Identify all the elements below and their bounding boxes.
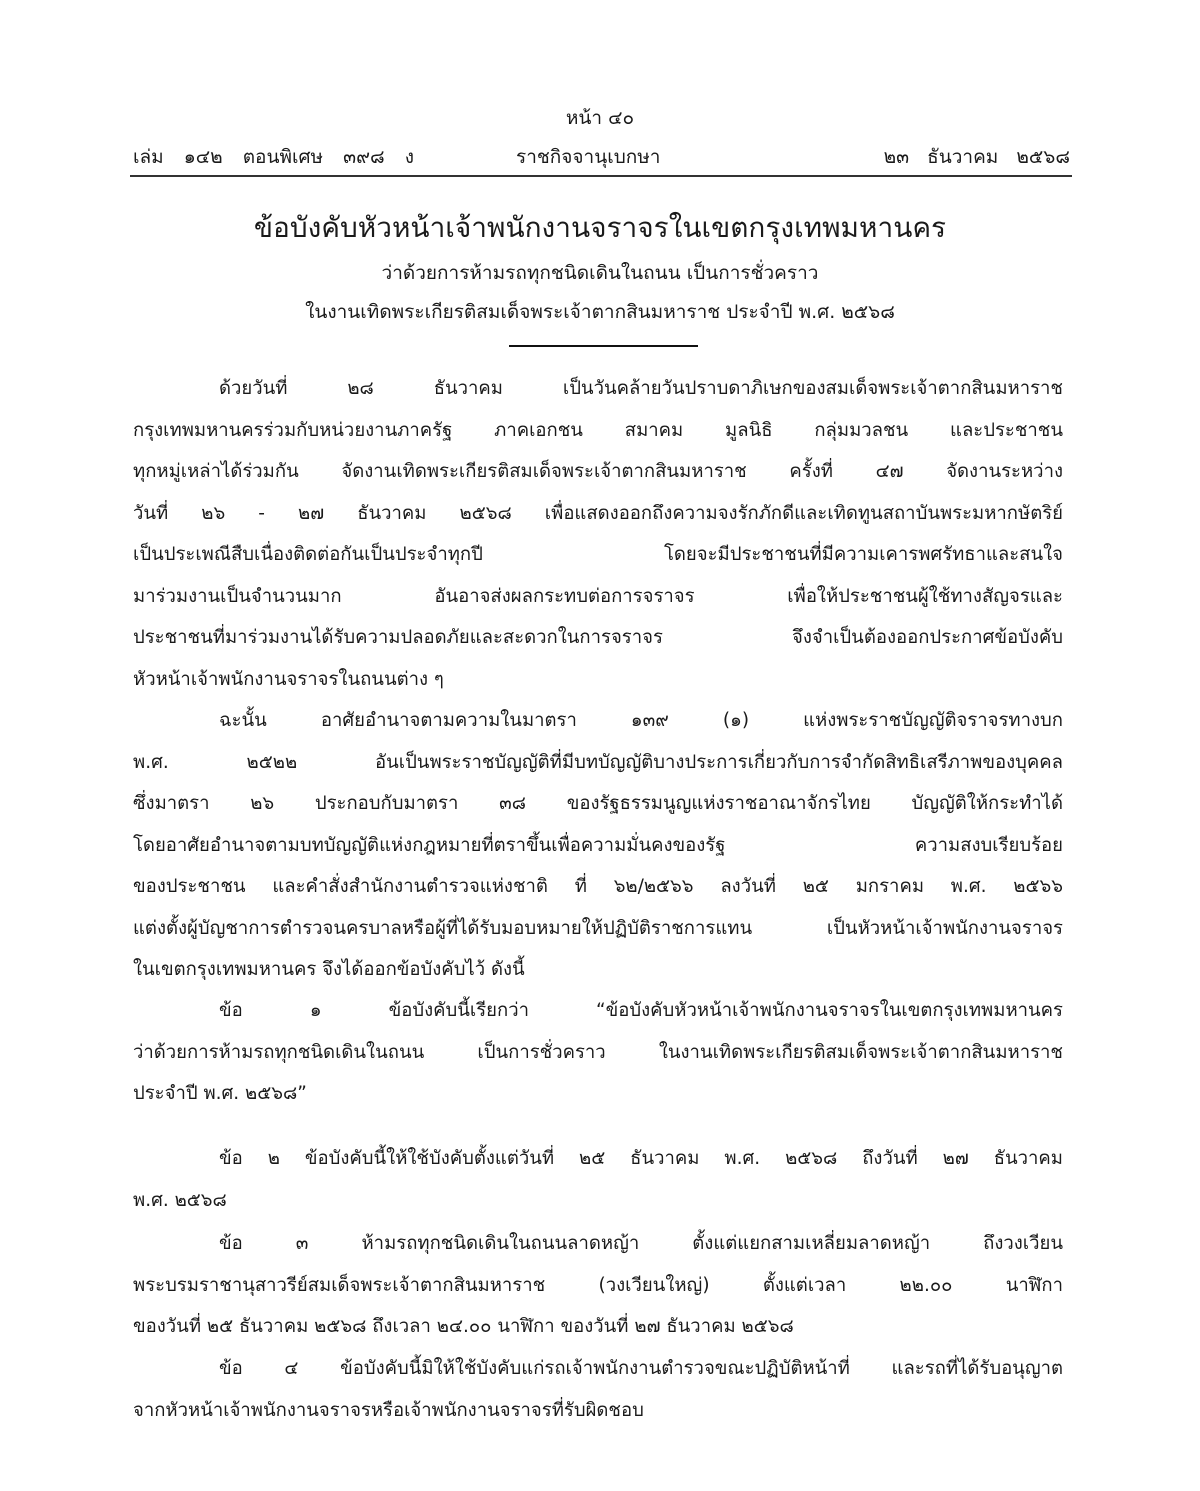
text-line: ว่าด้วยการห้ามรถทุกชนิดเดินในถนน เป็นการชั่วคราว ในงานเทิดพระเกียรติสมเด็จพระเจ้าตากสินมหาราช [133, 1041, 1063, 1063]
text-line: แต่งตั้งผู้บัญชาการตำรวจนครบาลหรือผู้ที่ได้รับมอบหมายให้ปฏิบัติราชการแทน เป็นหัวหน้าเจ้าพนักงานจราจร [133, 917, 1063, 939]
page-number: หน้า ๔๐ [565, 107, 635, 129]
text-line: ข้อ ๓ ห้ามรถทุกชนิดเดินในถนนลาดหญ้า ตั้งแต่แยกสามเหลี่ยมลาดหญ้า ถึงวงเวียน [219, 1233, 1063, 1254]
text-line: ข้อ ๔ ข้อบังคับนี้มิให้ใช้บังคับแก่รถเจ้าพนักงานตำรวจขณะปฏิบัติหน้าที่ และรถที่ได้รับอนุญาต [219, 1358, 1063, 1379]
title-divider [509, 345, 698, 347]
clause-3 [133, 1223, 1063, 1348]
text-line: ข้อ ๑ ข้อบังคับนี้เรียกว่า “ข้อบังคับหัวหน้าเจ้าพนักงานจราจรในเขตกรุงเทพมหานคร [219, 1000, 1063, 1021]
publication-date: ๒๓ ธันวาคม ๒๕๖๘ [883, 146, 1070, 168]
text-line: ในเขตกรุงเทพมหานคร จึงได้ออกข้อบังคับไว้ ดังนี้ [133, 959, 525, 980]
clause-4 [133, 1348, 1063, 1431]
text-line: ประจำปี พ.ศ. ๒๕๖๘” [133, 1083, 307, 1104]
text-line: ซึ่งมาตรา ๒๖ ประกอบกับมาตรา ๓๘ ของรัฐธรรมนูญแห่งราชอาณาจักรไทย บัญญัติให้กระทำได้ [133, 793, 1063, 814]
text-line: เป็นประเพณีสืบเนื่องติดต่อกันเป็นประจำทุกปี โดยจะมีประชาชนที่มีความเคารพศรัทธาและสนใจ [133, 544, 1063, 565]
text-line: ฉะนั้น อาศัยอำนาจตามความในมาตรา ๑๓๙ (๑) แห่งพระราชบัญญัติจราจรทางบก [219, 710, 1063, 731]
text-line: หัวหน้าเจ้าพนักงานจราจรในถนนต่าง ๆ [133, 668, 444, 690]
document-title: ข้อบังคับหัวหน้าเจ้าพนักงานจราจรในเขตกรุงเทพมหานคร [253, 211, 947, 244]
text-line: จากหัวหน้าเจ้าพนักงานจราจรหรือเจ้าพนักงานจราจรที่รับผิดชอบ [133, 1399, 644, 1421]
paragraph-preamble [133, 368, 1063, 700]
clause-2 [133, 1138, 1063, 1221]
text-line: ทุกหมู่เหล่าได้ร่วมกัน จัดงานเทิดพระเกียรติสมเด็จพระเจ้าตากสินมหาราช ครั้งที่ ๔๗ จัดงานระหว่าง [133, 461, 1063, 482]
header-rule [130, 175, 1072, 177]
volume-issue: เล่ม ๑๔๒ ตอนพิเศษ ๓๙๘ ง [133, 146, 414, 168]
text-line: กรุงเทพมหานครร่วมกับหน่วยงานภาครัฐ ภาคเอกชน สมาคม มูลนิธิ กลุ่มมวลชน และประชาชน [133, 419, 1063, 441]
text-line: ด้วยวันที่ ๒๘ ธันวาคม เป็นวันคล้ายวันปราบดาภิเษกของสมเด็จพระเจ้าตากสินมหาราช [219, 378, 1063, 399]
text-line: พ.ศ. ๒๕๖๘ [133, 1189, 227, 1211]
document-subtitle-1: ว่าด้วยการห้ามรถทุกชนิดเดินในถนน เป็นการชั่วคราว [381, 262, 819, 284]
text-line: พ.ศ. ๒๕๒๒ อันเป็นพระราชบัญญัติที่มีบทบัญญัติบางประการเกี่ยวกับการจำกัดสิทธิเสรีภาพของบุคคล [133, 751, 1063, 773]
text-line: พระบรมราชานุสาวรีย์สมเด็จพระเจ้าตากสินมหาราช (วงเวียนใหญ่) ตั้งแต่เวลา ๒๒.๐๐ นาฬิกา [133, 1274, 1063, 1296]
text-line: วันที่ ๒๖ - ๒๗ ธันวาคม ๒๕๖๘ เพื่อแสดงออกถึงความจงรักภักดีและเทิดทูนสถาบันพระมหากษัตริย์ [133, 502, 1063, 524]
document-subtitle-2: ในงานเทิดพระเกียรติสมเด็จพระเจ้าตากสินมหาราช ประจำปี พ.ศ. ๒๕๖๘ [305, 301, 895, 323]
text-line: ข้อ ๒ ข้อบังคับนี้ให้ใช้บังคับตั้งแต่วันที่ ๒๕ ธันวาคม พ.ศ. ๒๕๖๘ ถึงวันที่ ๒๗ ธันวาคม [219, 1148, 1063, 1169]
text-line: โดยอาศัยอำนาจตามบทบัญญัติแห่งกฎหมายที่ตราขึ้นเพื่อความมั่นคงของรัฐ ความสงบเรียบร้อย [133, 834, 1063, 856]
text-line: ของประชาชน และคำสั่งสำนักงานตำรวจแห่งชาติ ที่ ๖๒/๒๕๖๖ ลงวันที่ ๒๕ มกราคม พ.ศ. ๒๕๖๖ [133, 876, 1063, 897]
text-line: มาร่วมงานเป็นจำนวนมาก อันอาจส่งผลกระทบต่อการจราจร เพื่อให้ประชาชนผู้ใช้ทางสัญจรและ [133, 585, 1063, 607]
clause-1 [133, 990, 1063, 1115]
gazette-name: ราชกิจจานุเบกษา [516, 146, 661, 168]
text-line: ของวันที่ ๒๕ ธันวาคม ๒๕๖๘ ถึงเวลา ๒๔.๐๐ นาฬิกา ของวันที่ ๒๗ ธันวาคม ๒๕๖๘ [133, 1316, 794, 1337]
paragraph-authority [133, 700, 1063, 991]
gazette-header [133, 142, 1070, 172]
text-line: ประชาชนที่มาร่วมงานได้รับความปลอดภัยและสะดวกในการจราจร จึงจำเป็นต้องออกประกาศข้อบังคับ [133, 627, 1063, 648]
